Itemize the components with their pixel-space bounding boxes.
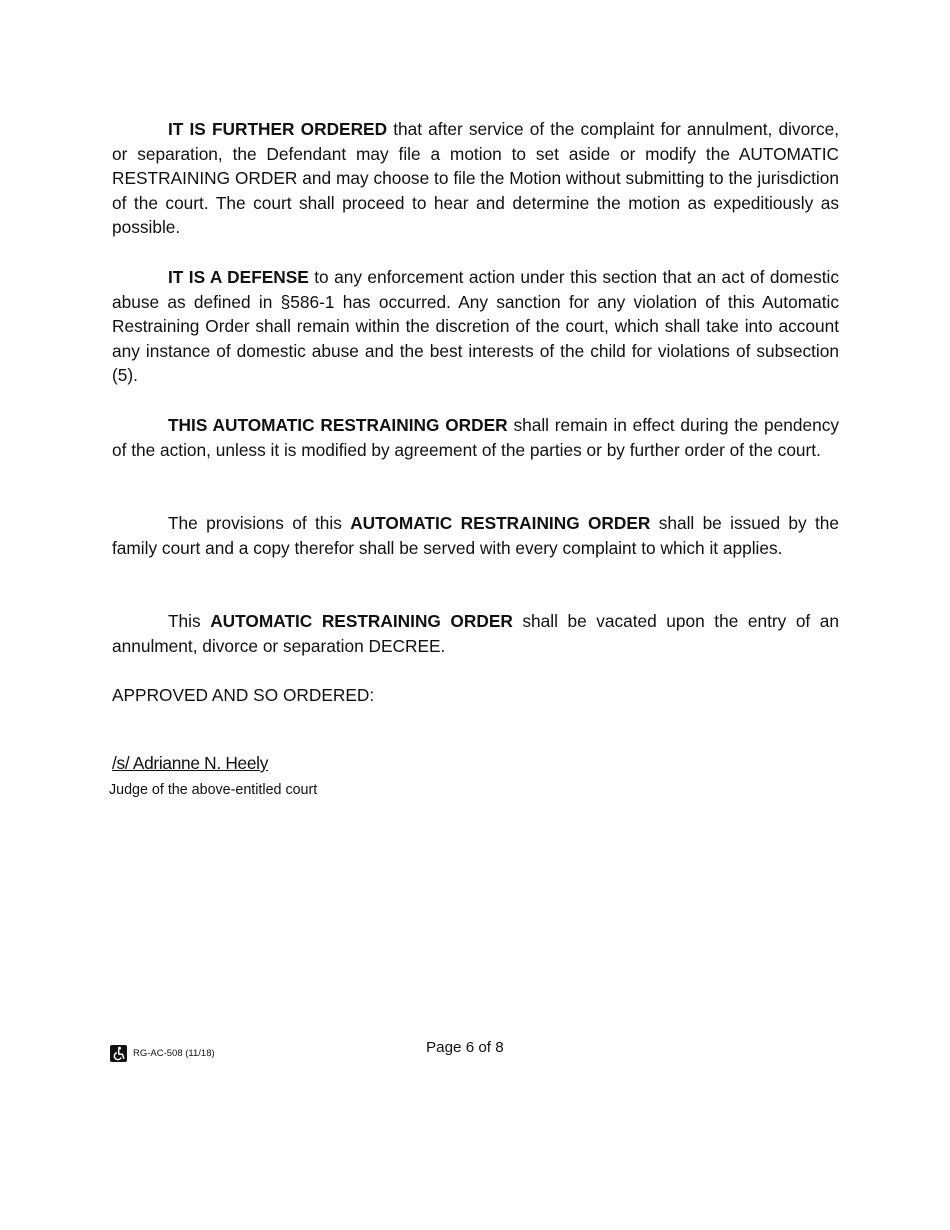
paragraph-text-after: shall be vacated upon the entry of an annulment, divorce or separation DECREE. xyxy=(112,611,839,656)
judge-caption: Judge of the above-entitled court xyxy=(109,782,318,798)
paragraph-vacated xyxy=(112,609,839,658)
paragraph-text-before: This xyxy=(168,611,211,631)
accessibility-icon xyxy=(110,1045,127,1062)
paragraph-text: shall remain in effect during the pendency of the action, unless it is modified by agreement of the parties or by further order of the court. xyxy=(112,415,839,460)
paragraph-defense xyxy=(112,265,839,388)
page-number: Page 6 of 8 xyxy=(426,1039,504,1056)
paragraph-bold: AUTOMATIC RESTRAINING ORDER xyxy=(210,611,513,631)
paragraph-text-after: shall be issued by the family court and a copy therefor shall be served with every complaint to which it applies. xyxy=(112,513,839,558)
paragraph-order-effect xyxy=(112,413,839,462)
paragraph-text-before: The provisions of this xyxy=(168,513,351,533)
paragraph-lead-bold: IT IS FURTHER ORDERED xyxy=(168,119,388,139)
paragraph-provisions xyxy=(112,511,839,560)
paragraph-lead-bold: IT IS A DEFENSE xyxy=(168,267,309,287)
paragraph-text: to any enforcement action under this section that an act of domestic abuse as defined in §586-1 has occurred. Any sanction for any violation of this Automatic Restraining Order shall remain within the discretion of the court, which shall take into account any instance of domestic abuse and the best interests of the child for violations of subsection (5). xyxy=(112,267,839,386)
form-code: RG-AC-508 (11/18) xyxy=(133,1048,215,1059)
approved-label: APPROVED AND SO ORDERED: xyxy=(112,685,375,705)
paragraph-further-ordered xyxy=(112,117,839,240)
paragraph-lead-bold: THIS AUTOMATIC RESTRAINING ORDER xyxy=(168,415,508,435)
paragraph-bold: AUTOMATIC RESTRAINING ORDER xyxy=(350,513,651,533)
paragraph-text: that after service of the complaint for annulment, divorce, or separation, the Defendant may file a motion to set aside or modify the AUTOMATIC RESTRAINING ORDER and may choose to file the Motion without submitting to the jurisdiction of the court. The court shall proceed to hear and determine the motion as expeditiously as possible. xyxy=(112,119,839,238)
judge-signature: /s/ Adrianne N. Heely xyxy=(112,753,269,773)
